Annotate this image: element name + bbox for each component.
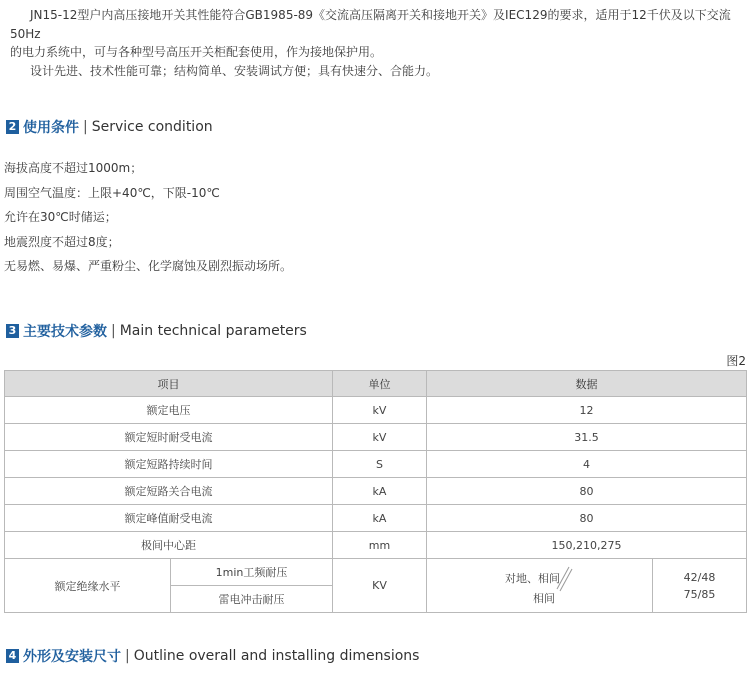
service-conditions-list (4, 156, 292, 279)
row-unit: kV (333, 397, 427, 424)
insulation-sub-item: 雷电冲击耐压 (171, 586, 333, 613)
condition-item: 地震烈度不超过8度； (4, 234, 120, 249)
row-value: 12 (427, 397, 747, 424)
row-value: 31.5 (427, 424, 747, 451)
section-divider: | (111, 323, 116, 339)
row-unit: kV (333, 424, 427, 451)
row-value: 150,210,275 (427, 532, 747, 559)
condition-item: 周围空气温度：上限+40℃，下限-10℃ (4, 185, 220, 200)
insulation-value-1: 42/48 (683, 570, 716, 584)
row-item: 额定绝缘水平 (5, 559, 171, 613)
figure-label: 图2 (726, 354, 746, 368)
section-title-en: Service condition (91, 119, 213, 135)
row-value: 4 (427, 451, 747, 478)
diagonal-bottom-label: 相间 (533, 592, 555, 605)
section-heading-technical-parameters (6, 320, 307, 342)
section-title-cn: 使用条件 (23, 120, 79, 136)
row-item: 额定短路关合电流 (5, 478, 333, 505)
row-item: 极间中心距 (5, 532, 333, 559)
section-number: 3 (6, 324, 19, 338)
row-unit: kA (333, 478, 427, 505)
header-unit: 单位 (333, 371, 427, 397)
header-item: 项目 (5, 371, 333, 397)
section-heading-outline-dimensions (6, 645, 419, 667)
insulation-sub-item: 1min工频耐压 (171, 559, 333, 586)
condition-item: 无易燃、易爆、严重粉尘、化学腐蚀及剧烈振动场所。 (4, 259, 293, 273)
section-heading-service-condition (6, 116, 213, 138)
row-item: 额定短路持续时间 (5, 451, 333, 478)
intro-line-3: 设计先进、技术性能可靠；结构简单、安装调试方便；具有快速分、合能力。 (30, 63, 439, 78)
row-unit: kA (333, 505, 427, 532)
table-row (5, 397, 747, 424)
row-item: 额定电压 (5, 397, 333, 424)
table-row (5, 505, 747, 532)
diagonal-top-label: 对地、相间 (505, 572, 560, 585)
header-value: 数据 (427, 371, 747, 397)
table-row-insulation (5, 559, 747, 586)
insulation-value-2: 75/85 (683, 587, 716, 601)
condition-item: 允许在30℃时储运； (4, 210, 117, 224)
row-item: 额定峰值耐受电流 (5, 505, 333, 532)
row-unit: S (333, 451, 427, 478)
row-item: 额定短时耐受电流 (5, 424, 333, 451)
section-divider: | (125, 648, 130, 664)
section-divider: | (83, 119, 88, 135)
insulation-diagonal-cell (427, 559, 653, 613)
table-row (5, 424, 747, 451)
table-header-row (5, 371, 747, 397)
section-title-en: Main technical parameters (119, 323, 307, 339)
intro-line-2: 的电力系统中，可与各种型号高压开关柜配套使用，作为接地保护用。 (10, 45, 383, 59)
section-number: 2 (6, 120, 19, 134)
technical-parameters-table (4, 370, 747, 613)
condition-item: 海拔高度不超过1000m； (4, 161, 143, 175)
row-value: 80 (427, 505, 747, 532)
insulation-values (653, 559, 747, 613)
row-unit: KV (333, 559, 427, 613)
intro-line-1: JN15-12型户内高压接地开关其性能符合GB1985-89《交流高压隔离开关和接地开关》及IEC129的要求，适用于12千伏及以下交流50Hz (10, 8, 731, 41)
section-number: 4 (6, 649, 19, 663)
section-title-cn: 外形及安装尺寸 (23, 649, 121, 665)
table-row (5, 478, 747, 505)
table-row (5, 532, 747, 559)
row-unit: mm (333, 532, 427, 559)
section-title-cn: 主要技术参数 (23, 324, 107, 340)
section-title-en: Outline overall and installing dimensions (133, 648, 420, 664)
table-row (5, 451, 747, 478)
row-value: 80 (427, 478, 747, 505)
intro-text (10, 6, 745, 80)
